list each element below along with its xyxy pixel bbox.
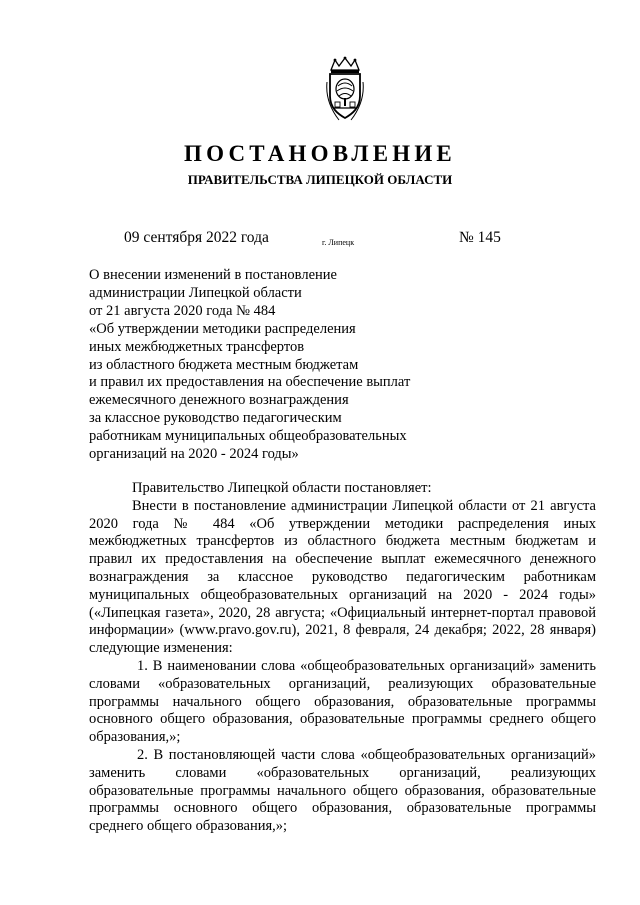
document-number: № 145 bbox=[459, 229, 501, 246]
document-body bbox=[89, 480, 596, 836]
heading-line: «Об утверждении методики распределения bbox=[89, 320, 356, 337]
document-subtitle: ПРАВИТЕЛЬСТВА ЛИПЕЦКОЙ ОБЛАСТИ bbox=[187, 172, 453, 187]
heading-line: ежемесячного денежного вознаграждения bbox=[89, 392, 349, 409]
heading-line: иных межбюджетных трансфертов bbox=[89, 338, 305, 355]
heading-line: и правил их предоставления на обеспечение выплат bbox=[89, 374, 411, 391]
main-paragraph: Внести в постановление администрации Липецкой области от 21 августа 2020 года № 484 «Об утверждении методики распределения иных межбюджетных трансфертов из областного бюджета местным бюджетам и правил их предоставления на обеспечение выплат ежемесячного денежного вознаграждения за классное руководство педагогическим работникам муниципальных общеобразовательных организаций на 2020 - 2024 годы» («Липецкая газета», 2020, 28 августа; «Официальный интернет-портал правовой информации» (www.pravo.gov.ru), 2021, 8 февраля, 24 декабря; 2022, 28 января) следующие изменения: bbox=[89, 497, 596, 657]
heading-line: от 21 августа 2020 года № 484 bbox=[89, 302, 276, 319]
amendment-item-1: 1. В наименовании слова «общеобразовательных организаций» заменить словами «образовательных организаций, реализующих образовательные программы начального общего образования, образовательные программы основного общего образования, образовательные программы среднего общего образования,»; bbox=[89, 657, 596, 746]
intro-paragraph: Правительство Липецкой области постановляет: bbox=[132, 480, 432, 496]
heading-line: работникам муниципальных общеобразовательных bbox=[89, 428, 407, 445]
amendment-item-2: 2. В постановляющей части слова «общеобразовательных организаций» заменить словами «образовательных организаций, реализующих образовательные программы начального общего образования, образовательные программы основного общего образования, образовательные программы среднего общего образования,»; bbox=[89, 746, 596, 835]
document-title: ПОСТАНОВЛЕНИЕ bbox=[184, 141, 456, 166]
document-heading bbox=[89, 267, 469, 464]
document-city: г. Липецк bbox=[322, 238, 355, 247]
coat-of-arms-icon bbox=[325, 56, 365, 126]
heading-line: организаций на 2020 - 2024 годы» bbox=[89, 446, 299, 463]
heading-line: за классное руководство педагогическим bbox=[89, 410, 342, 427]
heading-line: О внесении изменений в постановление bbox=[89, 267, 337, 283]
heading-line: администрации Липецкой области bbox=[89, 284, 302, 301]
document-date: 09 сентября 2022 года bbox=[124, 229, 269, 246]
heading-line: из областного бюджета местным бюджетам bbox=[89, 356, 359, 373]
